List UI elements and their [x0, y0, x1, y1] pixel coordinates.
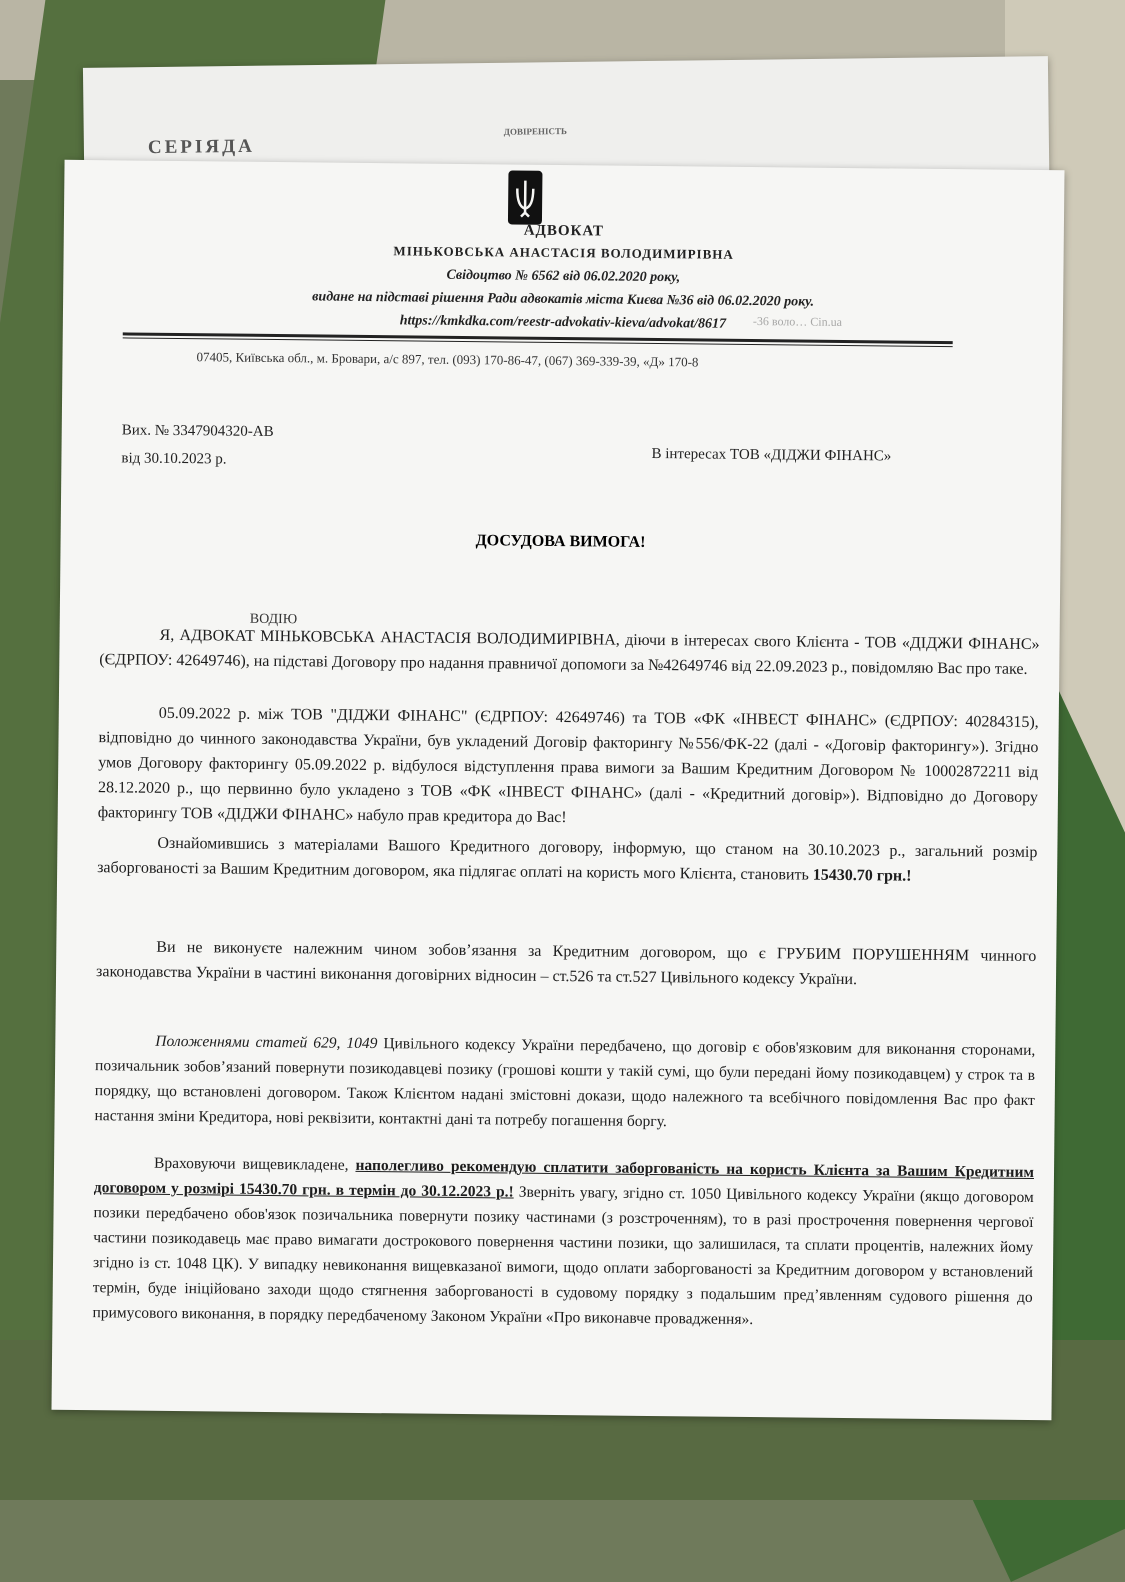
- outgoing-date: від 30.10.2023 р.: [121, 450, 227, 468]
- ghost-text: -36 воло… Cin.ua: [752, 314, 843, 329]
- letterhead-issued-by: видане на підставі рішення Ради адвокатів міста Києва №36 від 06.02.2020 року.: [312, 289, 815, 310]
- paragraph-2: 05.09.2022 р. між ТОВ "ДІДЖИ ФІНАНС" (ЄДРПОУ: 42649746) та ТОВ «ФК «ІНВЕСТ ФІНАНС» (ЄДРПОУ: 40284315), відповідно до чинного законодавства України, був укладений Договір факторингу №556/ФК-22 (далі - «Договір факторингу»). Згідно умов Договору факторингу 05.09.2022 р. відбулося відступлення права вимоги за Вашим Кредитним Договором № 10002872211 від 28.12.2020 р., що первинно було укладено з ТОВ «ФК «ІНВЕСТ ФІНАНС» (далі - «Кредитний договір»). Відповідно до Договору факторингу ТОВ «ДІДЖИ ФІНАНС» набуло прав кредитора до Вас!: [97, 704, 1039, 827]
- paragraph-4: Ви не виконуєте належним чином зобов’язання за Кредитним договором, що є ГРУБИМ ПОРУШЕННЯМ чинного законодавства України в частині виконання договірних відносин – ст.526 та ст.527 Цивільного кодексу України.: [95, 938, 1037, 989]
- paragraph-6: Враховуючи вищевикладене, наполегливо рекомендую сплатити заборгованість на користь Клієнта за Вашим Кредитним договором у розмірі 15430.70 грн. в термін до 30.12.2023 р.! Зверніть увагу, згідно ст. 1050 Цивільного кодексу України (якщо договором позики передбачено обов'язок позичальника повернути позику частинами (з розстроченням), то в разі прострочення повернення чергової частини позикодавець має право вимагати дострокового повернення частини позики, що залишилася, та сплати процентів, належних йому згідно із ст. 1048 ЦК). У випадку невиконання вищевказаної вимоги, щодо оплати заборгованості за Кредитним договором у встановлений термін, буде ініційовано заходи щодо стягнення заборгованості в судовому порядку з подальшим пред’явленням судового рішення до примусового виконання, в порядку передбаченому Законом України «Про виконавче провадження».: [92, 1154, 1035, 1329]
- debt-amount: 15430.70 грн.!: [812, 866, 912, 885]
- paragraph-5: Положеннями статей 629, 1049 Цивільного кодексу України передбачено, що договір є обов'язковим для виконання сторонами, позичальник зобов’язаний повернути позикодавцеві позику (грошові кошти у такій сумі, що були передані йому позикодавцем) у строк та в порядку, що встановлені договором. Також Клієнтом надані змістовні докази, щодо належного та всебічного повідомлення Вас про факт настання зміни Кредитора, нові реквізити, контактні дані та потребу погашення боргу.: [94, 1032, 1036, 1131]
- outgoing-number: Вих. № 3347904320-АВ: [121, 422, 274, 441]
- letterhead-certificate: Свідоцтво № 6562 від 06.02.2020 року,: [446, 267, 681, 286]
- back-sheet-mark: ДОВІРЕНІСТЬ: [503, 125, 567, 137]
- letterhead-name: МІНЬКОВСЬКА АНАСТАСІЯ ВОЛОДИМИРІВНА: [393, 243, 734, 262]
- page-title: ДОСУДОВА ВИМОГА!: [475, 532, 646, 551]
- payment-demand: наполегливо рекомендую сплатити заборгованість на користь Клієнта за Вашим Кредитним договором у розмірі 15430.70 грн. в термін до 30.12.2023 р.!: [93, 1156, 1035, 1201]
- salutation: ВОДІЮ: [249, 611, 298, 628]
- on-behalf-of: В інтересах ТОВ «ДІДЖИ ФІНАНС»: [651, 445, 892, 465]
- letterhead-url: https://kmkdka.com/reestr-advokativ-kieva/advokat/8617: [399, 313, 727, 332]
- paragraph-1: Я, АДВОКАТ МІНЬКОВСЬКА АНАСТАСІЯ ВОЛОДИМИРІВНА, діючи в інтересах свого Клієнта - ТОВ «ДІДЖИ ФІНАНС» (ЄДРПОУ: 42649746), на підставі Договору про надання правничої допомоги за №42649746 від 22.09.2023 р., повідомляю Вас про таке.: [99, 626, 1040, 678]
- back-sheet-label: СЕРІЯДА: [147, 135, 255, 159]
- letter-sheet: [51, 160, 1064, 1420]
- scroll-trident-icon: [504, 166, 547, 228]
- letterhead-address: 07405, Київська обл., м. Бровари, а/с 897, тел. (093) 170-86-47, (067) 369-339-39, «Д» 170-8: [196, 349, 699, 370]
- paragraph-3: Ознайомившись з матеріалами Вашого Кредитного договору, інформую, що станом на 30.10.2023 р., загальний розмір заборгованості за Вашим Кредитним договором, яка підлягає оплаті на користь мого Клієнта, становить 15430.70 грн.!: [97, 834, 1038, 885]
- letterhead-title: АДВОКАТ: [523, 222, 605, 240]
